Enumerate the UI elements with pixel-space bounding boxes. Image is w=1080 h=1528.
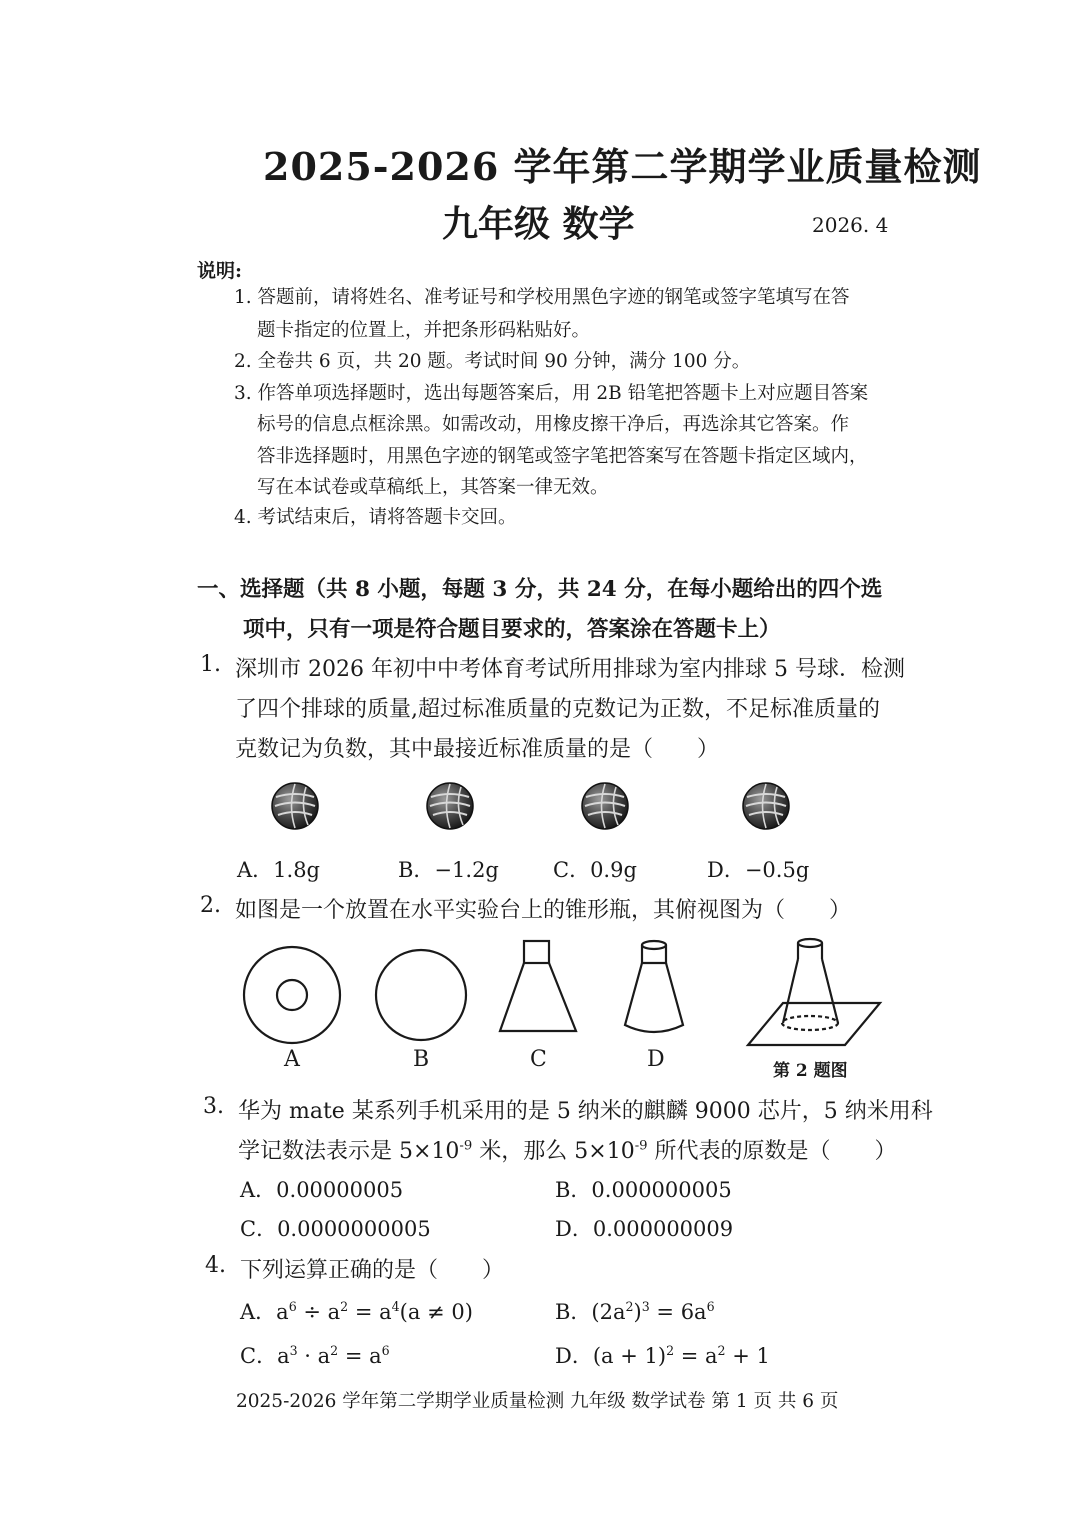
instruction-line: 2. 全卷共 6 页，共 20 题。考试时间 90 分钟，满分 100 分。 bbox=[234, 351, 751, 372]
volleyball-icon bbox=[741, 781, 791, 831]
exam-title: 2025-2026 学年第二学期学业质量检测 bbox=[263, 144, 982, 189]
figure-caption: 第 2 题图 bbox=[773, 1061, 848, 1081]
q4-number: 4. bbox=[205, 1253, 226, 1278]
volleyball-icon bbox=[580, 781, 630, 831]
figure-d-body bbox=[625, 963, 683, 1032]
figure-label-d: D bbox=[647, 1047, 665, 1072]
figure-label-a: A bbox=[284, 1047, 300, 1072]
volleyball-icon bbox=[270, 781, 320, 831]
q4-option-c: C．$a^3 \cdot a^2 = a^6$ bbox=[240, 1343, 390, 1368]
instruction-line: 标号的信息点框涂黑。如需改动，用橡皮擦干净后，再选涂其它答案。作 bbox=[257, 414, 850, 435]
figure-c-neck bbox=[524, 941, 549, 963]
figure-label-c: C bbox=[530, 1047, 547, 1072]
figure-a-outer-circle bbox=[244, 947, 340, 1043]
q2-text: 如图是一个放置在水平实验台上的锥形瓶，其俯视图为（ ） bbox=[235, 898, 852, 923]
q1-text: 深圳市 2026 年初中中考体育考试所用排球为室内排球 5 号球．检测 bbox=[235, 657, 905, 682]
figure-a-inner-circle bbox=[277, 980, 307, 1010]
q4-text: 下列运算正确的是（ ） bbox=[240, 1258, 505, 1283]
instruction-line: 题卡指定的位置上，并把条形码粘贴好。 bbox=[257, 320, 591, 341]
figure-d-top bbox=[642, 941, 666, 949]
instruction-line: 1. 答题前，请将姓名、准考证号和学校用黑色字迹的钢笔或签字笔填写在答 bbox=[234, 287, 850, 308]
q1-number: 1. bbox=[200, 652, 221, 677]
instruction-line: 4. 考试结束后，请将答题卡交回。 bbox=[234, 507, 517, 528]
q3-text-line2: 学记数法表示是 $5\times 10^{-9}$ 米，那么 $5\times 10^{-9}$ 所代表的原数是（ ） bbox=[238, 1138, 897, 1164]
q4-option-b: B．$(2a^2)^3 = 6a^6$ bbox=[555, 1299, 715, 1324]
q4-option-a: A．$a^6 \div a^2 = a^4(a \ne 0)$ bbox=[240, 1299, 473, 1324]
q3-option-b: B．0.000000005 bbox=[555, 1178, 732, 1202]
figure-label-b: B bbox=[413, 1047, 430, 1072]
instruction-line: 3. 作答单项选择题时，选出每题答案后，用 2B 铅笔把答题卡上对应题目答案 bbox=[234, 383, 869, 404]
q4-option-d: D．$(a + 1)^2 = a^2 + 1$ bbox=[555, 1343, 770, 1368]
instruction-line: 答非选择题时，用黑色字迹的钢笔或签字笔把答案写在答题卡指定区域内， bbox=[257, 446, 868, 467]
instruction-line: 写在本试卷或草稿纸上，其答案一律无效。 bbox=[257, 477, 609, 498]
section-heading-cont: 项中，只有一项是符合题目要求的，答案涂在答题卡上） bbox=[243, 617, 781, 642]
q1-option-b: B．−1.2g bbox=[398, 858, 499, 882]
figure-c-body bbox=[500, 963, 576, 1031]
table-plane bbox=[748, 1003, 880, 1045]
q3-number: 3. bbox=[203, 1094, 224, 1119]
q3-text: 华为 mate 某系列手机采用的是 5 纳米的麒麟 9000 芯片，5 纳米用科 bbox=[238, 1099, 933, 1124]
q1-option-c: C．0.9g bbox=[553, 858, 637, 882]
volleyball-icon bbox=[425, 781, 475, 831]
q3-option-c: C．0.0000000005 bbox=[240, 1217, 431, 1241]
exam-date: 2026. 4 bbox=[812, 213, 889, 237]
page-footer: 2025-2026 学年第二学期学业质量检测 九年级 数学试卷 第 1 页 共 6 页 bbox=[236, 1391, 839, 1412]
instructions-label: 说明: bbox=[197, 260, 243, 282]
q1-text: 了四个排球的质量,超过标准质量的克数记为正数，不足标准质量的 bbox=[235, 697, 880, 722]
q2-number: 2. bbox=[200, 893, 221, 918]
grade-subject: 九年级 数学 bbox=[442, 203, 635, 245]
q3-option-a: A．0.00000005 bbox=[240, 1178, 404, 1202]
section-heading: 一、选择题（共 8 小题，每题 3 分，共 24 分，在每小题给出的四个选 bbox=[197, 577, 883, 602]
q1-option-a: A．1.8g bbox=[237, 858, 321, 882]
q1-text: 克数记为负数，其中最接近标准质量的是（ ） bbox=[235, 737, 720, 762]
q1-option-d: D．−0.5g bbox=[707, 858, 810, 882]
q3-option-d: D．0.000000009 bbox=[555, 1217, 734, 1241]
figure-b-circle bbox=[376, 950, 466, 1040]
